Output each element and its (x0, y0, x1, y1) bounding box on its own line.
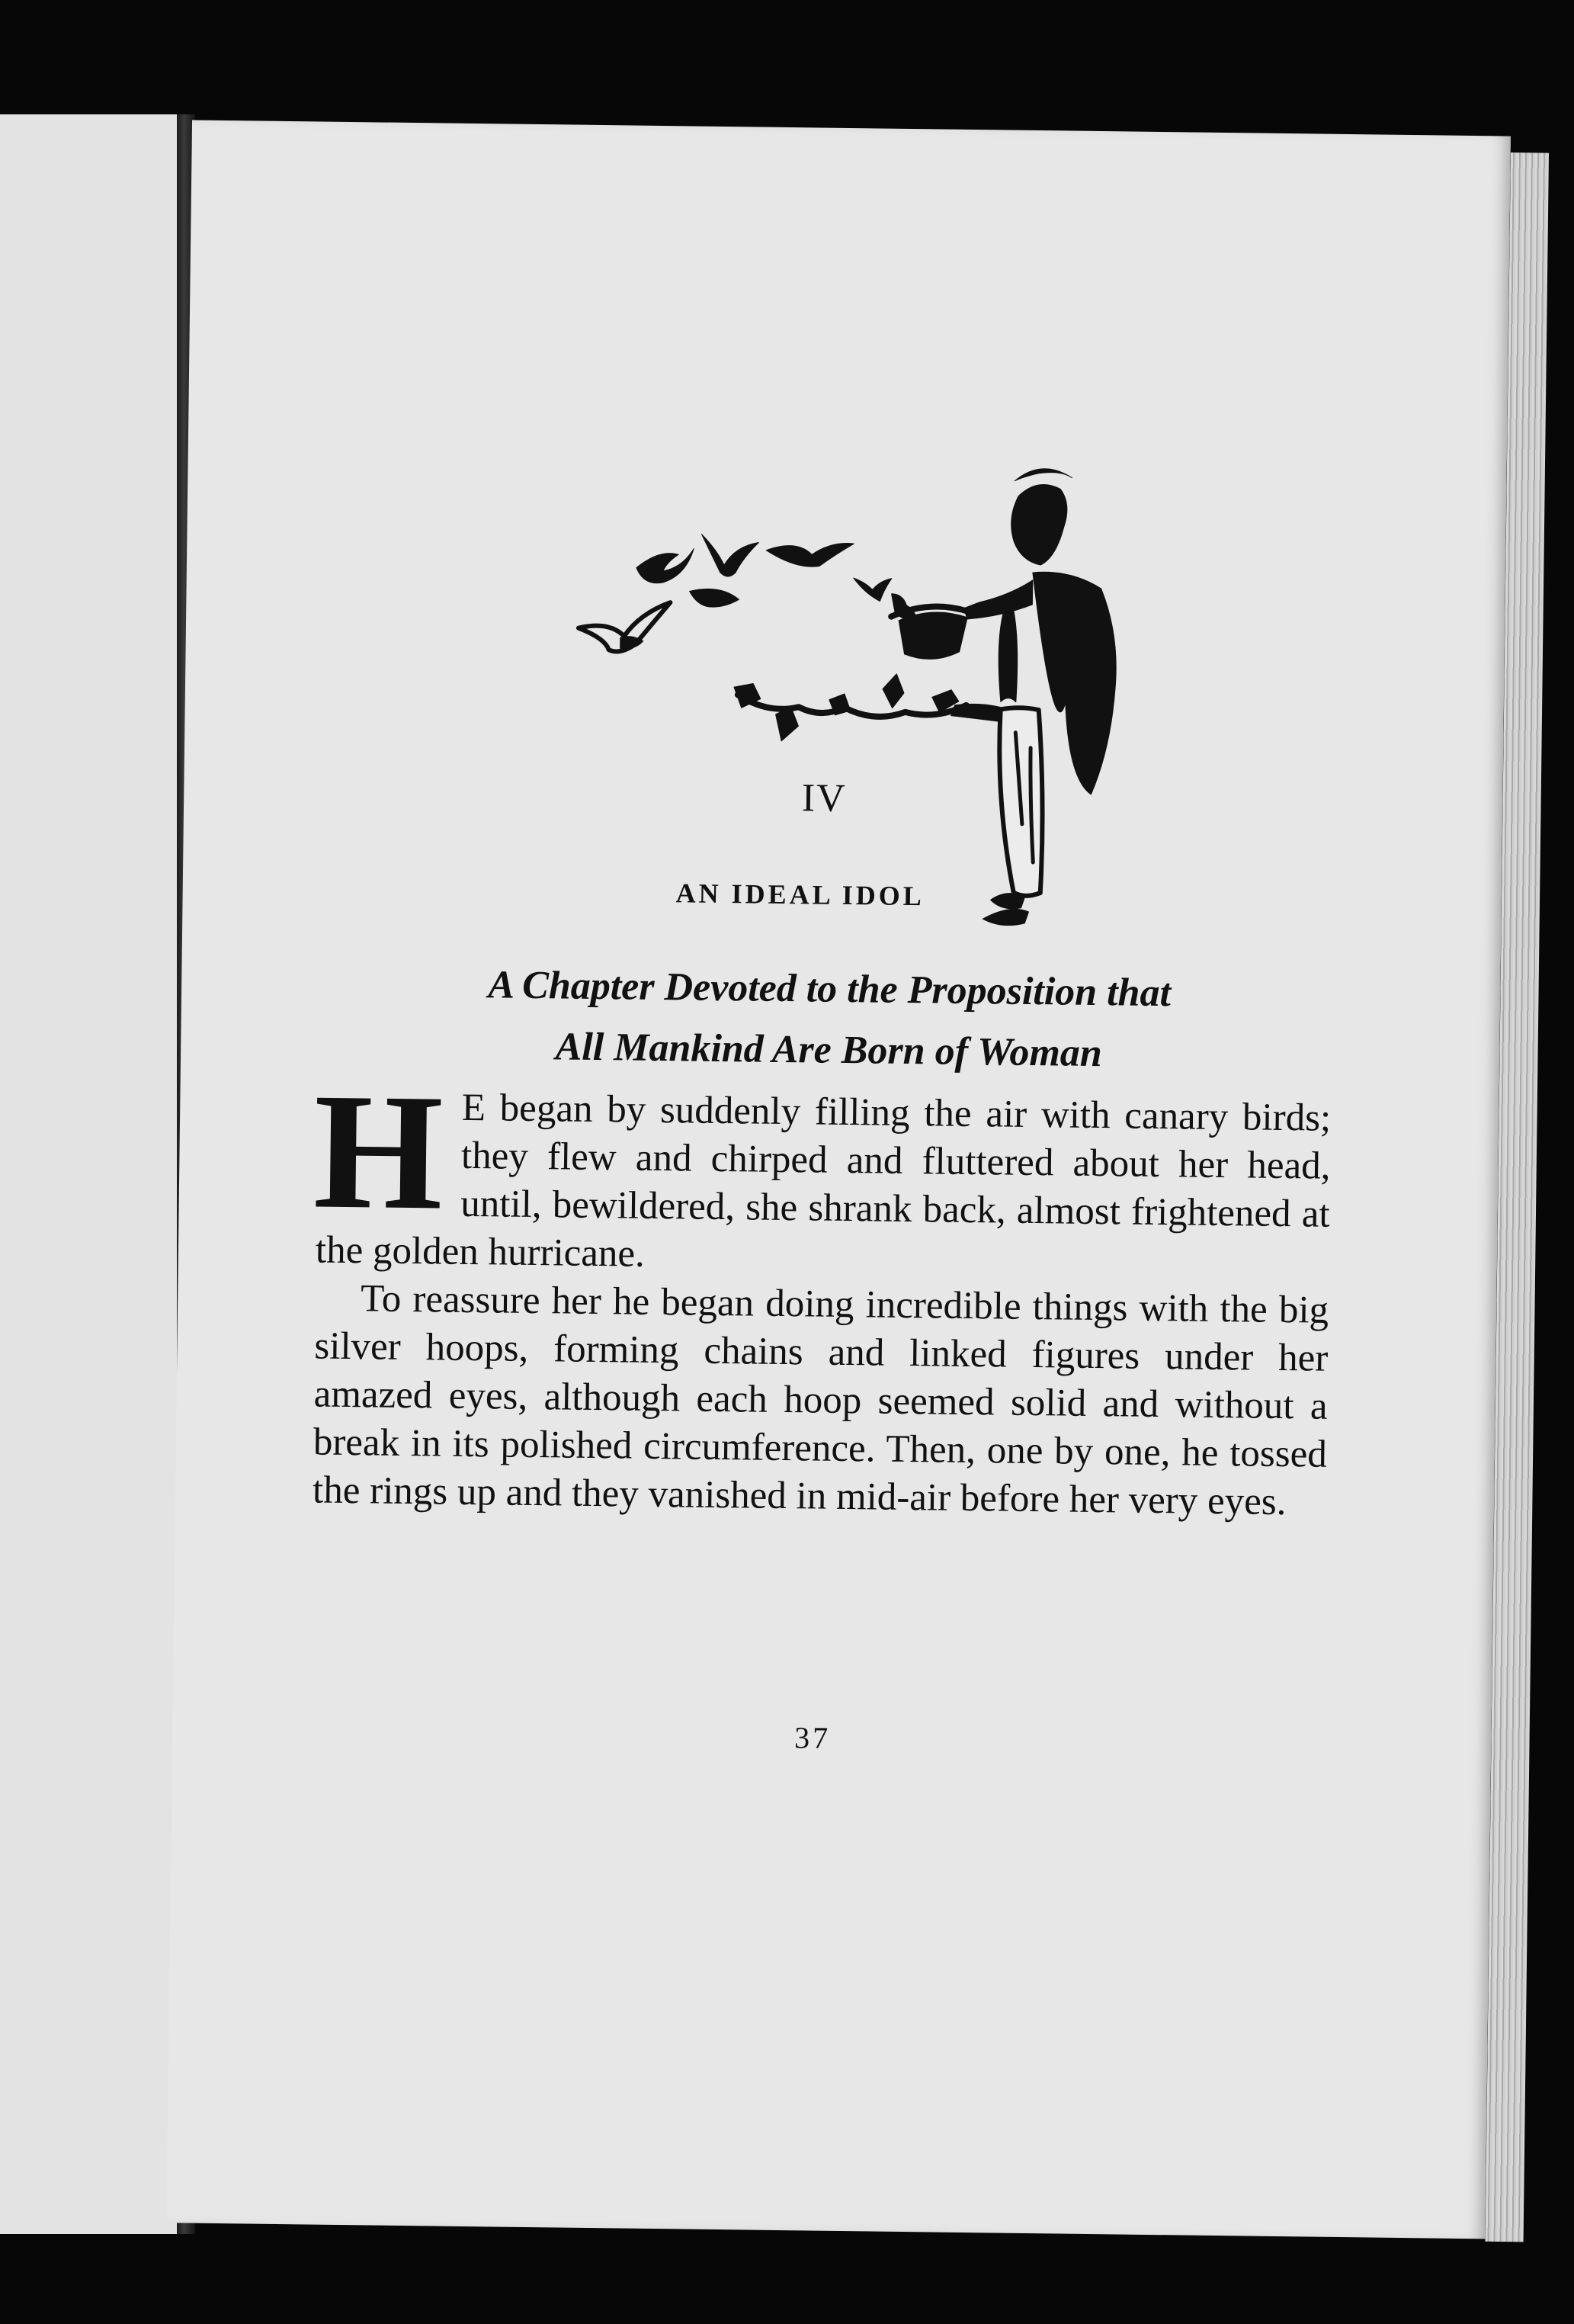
magician-with-birds-icon (502, 345, 1279, 934)
bird-icon (701, 534, 759, 577)
paragraph-1-text: E began by suddenly filling the air with canary birds; they flew and chirped and fluttered about her head, until, bewildered, she shrank back, almost frightened at the golden hurricane. (315, 1086, 1332, 1276)
bird-icon (689, 589, 739, 607)
chapter-subtitle (318, 953, 1341, 1087)
book-page (166, 120, 1511, 2239)
paragraph-1 (313, 1059, 1332, 1287)
bird-icon (579, 602, 671, 653)
left-page (0, 114, 177, 2234)
body-text (312, 1059, 1332, 1527)
bird-icon (853, 578, 891, 602)
paragraph-2: To reassure her he began doing incredible things with the big silver hoops, forming chains and linked figures under her amazed eyes, although each hoop seemed solid and without a break in its polished circumference. Then, one by one, he tossed the rings up and they vanished in mid-air before her very eyes. (312, 1277, 1329, 1524)
page-number: 37 (793, 1720, 832, 1755)
chapter-title: AN IDEAL IDOL (675, 878, 925, 912)
bird-icon (766, 542, 854, 567)
subtitle-line-2: All Mankind Are Born of Woman (555, 1025, 1103, 1076)
drop-cap: H (313, 1059, 444, 1245)
bird-icon (636, 548, 694, 584)
chapter-number: IV (801, 776, 848, 820)
subtitle-line-1: A Chapter Devoted to the Proposition that (488, 963, 1172, 1016)
